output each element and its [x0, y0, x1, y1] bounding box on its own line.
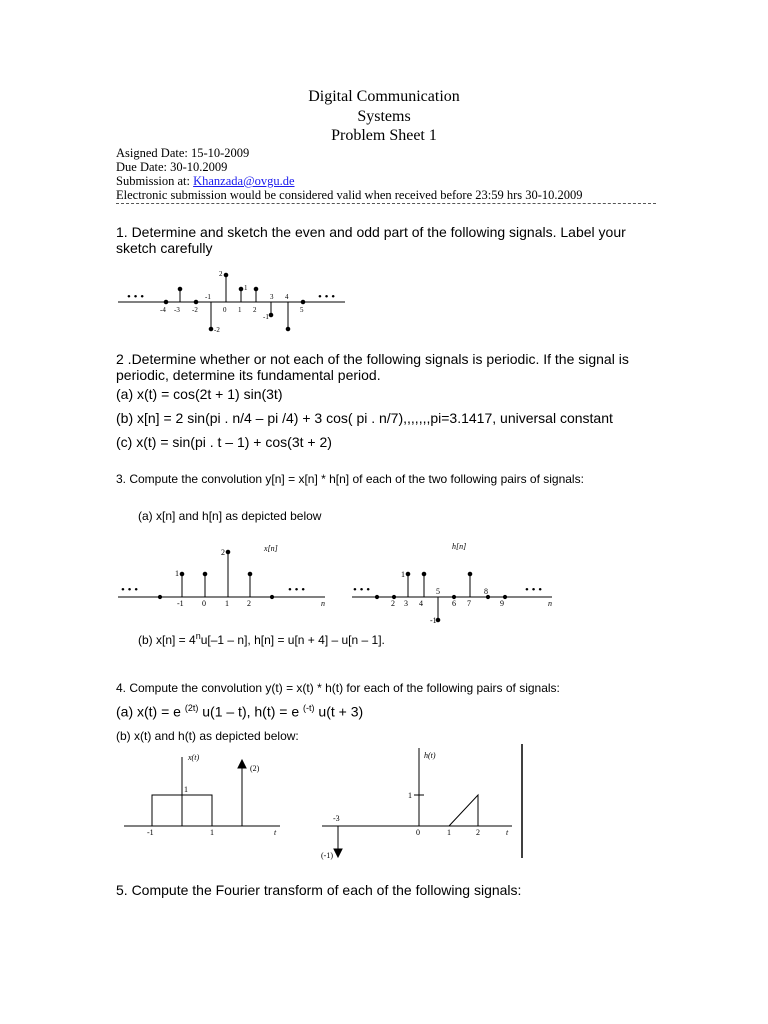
q1-point-n2 — [254, 287, 258, 291]
q3x-nlabel-2: 1 — [225, 599, 229, 608]
q4h-title: h(t) — [424, 751, 436, 760]
q1-vlabel-neg2: -2 — [214, 326, 220, 334]
q3h-title: h[n] — [452, 542, 467, 551]
q3x-dots-left: • • • — [121, 584, 139, 596]
q3x-axis-label: n — [321, 599, 325, 608]
q3-h-stem-plot — [352, 542, 552, 625]
q3h-vlabel-neg1: -1 — [430, 616, 437, 625]
q4h-tlabel-2: 2 — [476, 828, 480, 837]
q3x-nlabel-3: 2 — [247, 599, 251, 608]
q1-point-n5 — [301, 300, 305, 304]
q1-point-n-2 — [194, 300, 198, 304]
q4-x-plot — [124, 753, 280, 837]
q4h-tlabel-0: 0 — [416, 828, 420, 837]
q1-nlabel-1: -3 — [174, 306, 180, 314]
q5-line-1: 5. Compute the Fourier transform of each of the following signals: — [116, 882, 522, 898]
q4x-tlabel-1: 1 — [210, 828, 214, 837]
q4h-vlabel: 1 — [408, 791, 412, 800]
q1-line-1: 1. Determine and sketch the even and odd part of the following signals. Label your — [116, 224, 626, 240]
q3x-point-n-1 — [180, 572, 184, 576]
q3-part-b: (b) $x[n] = 4^nu[-1 - n]$, h[n] = u[n + 4] – u[n – 1]. — [138, 631, 385, 647]
q3x-point-n0 — [203, 572, 207, 576]
q1-vlabel-1: 1 — [244, 284, 248, 292]
title-line-2: Systems — [357, 108, 411, 125]
q4h-axis-label: t — [506, 828, 509, 837]
q3h-nlabel-3: 6 — [452, 599, 456, 608]
q3x-point-n-2 — [158, 595, 161, 598]
due-date: Due Date: 30-10.2009 — [116, 160, 228, 174]
q4x-axis-label: t — [274, 828, 277, 837]
q3h-point-n1 — [375, 595, 378, 598]
q4h-ramp — [449, 795, 478, 826]
q1-point-n3 — [269, 313, 273, 317]
q1-nlabel-3: -1 — [205, 293, 211, 301]
q1-point-n4 — [286, 327, 290, 331]
q2-line-2: periodic, determine its fundamental period. — [116, 367, 381, 383]
q4h-impulse-arrow — [334, 849, 342, 857]
q2-part-a: (a) x(t) = cos(2t + 1) sin(3t) — [116, 386, 283, 402]
q3h-axis-label: n — [548, 599, 552, 608]
title-line-3: Problem Sheet 1 — [331, 127, 437, 144]
q3h-point-n7 — [468, 572, 472, 576]
q4x-vlabel: 1 — [184, 785, 188, 794]
q3x-vlabel-2: 2 — [221, 548, 225, 557]
q3-part-a: (a) x[n] and h[n] as depicted below — [138, 509, 322, 523]
q1-nlabel-5: 1 — [238, 306, 242, 314]
q3x-point-n1 — [226, 550, 230, 554]
q3h-nlabel-0: 2 — [391, 599, 395, 608]
q2-part-b: (b) x[n] = 2 sin(pi . n/4 – pi /4) + 3 cos( pi . n/7),,,,,,,pi=3.1417, universal constant — [116, 410, 613, 426]
q3h-vlabel-8: 8 — [484, 587, 488, 596]
q1-vlabel-neg1: -1 — [263, 313, 269, 321]
q2-part-c: (c) x(t) = sin(pi . t – 1) + cos(3t + 2) — [116, 434, 332, 450]
q3x-dots-right: • • • — [288, 584, 306, 596]
q3h-dots-left: • • • — [353, 584, 371, 596]
q2-line-1: 2 .Determine whether or not each of the following signals is periodic. If the signal is — [116, 351, 629, 367]
q3x-nlabel-1: 0 — [202, 599, 206, 608]
q3h-nlabel-4: 7 — [467, 599, 471, 608]
q4-line-1: 4. Compute the convolution y(t) = x(t) * h(t) for each of the following pairs of signals: — [116, 681, 560, 695]
q1-vlabel-2: 2 — [219, 270, 223, 278]
q1-stem-plot — [118, 270, 345, 334]
q3-x-stem-plot — [118, 544, 325, 608]
q4h-impulse-label: (-1) — [321, 851, 333, 860]
q1-nlabel-4: 0 — [223, 306, 227, 314]
q3x-point-n3 — [270, 595, 273, 598]
q1-point-n0 — [224, 273, 228, 277]
q1-point-n-3 — [178, 287, 182, 291]
assigned-date: Asigned Date: 15-10-2009 — [116, 146, 250, 160]
q3h-dots-right: • • • — [525, 584, 543, 596]
q4-part-a: (a) x(t) = e $^{(2t)}$ u(1 – t), h(t) = e $^{(-t)}$ u(t + 3) — [116, 703, 364, 720]
q1-nlabel-7: 3 — [270, 293, 274, 301]
q1-nlabel-6: 2 — [253, 306, 257, 314]
submission-label: Submission at: — [116, 174, 194, 188]
q4h-neg-label: -3 — [333, 814, 340, 823]
q3h-nlabel-5: 9 — [500, 599, 504, 608]
q3h-point-n3 — [406, 572, 410, 576]
q4-part-b: (b) x(t) and h(t) as depicted below: — [116, 729, 299, 743]
q3-line-1: 3. Compute the convolution y[n] = x[n] * h[n] of each of the two following pairs of signals: — [116, 472, 584, 486]
title-line-1: Digital Communication — [308, 88, 460, 105]
q1-nlabel-2: -2 — [192, 306, 198, 314]
q1-point-n-4 — [164, 300, 168, 304]
electronic-note: Electronic submission would be considered valid when received before 23:59 hrs 30-10.2009 — [116, 188, 583, 202]
q1-dots-right: • • • — [318, 291, 336, 303]
q1-nlabel-0: -4 — [160, 306, 166, 314]
q1-line-2: sketch carefully — [116, 240, 213, 256]
q3h-point-n4 — [422, 572, 426, 576]
q1-point-n-1 — [209, 327, 213, 331]
q3x-title: x[n] — [264, 544, 278, 553]
q1-point-n1 — [239, 287, 243, 291]
q3h-vlabel-5: 5 — [436, 587, 440, 596]
q3h-nlabel-1: 3 — [404, 599, 408, 608]
q4x-tlabel-0: -1 — [147, 828, 154, 837]
submission-email-link[interactable]: Khanzada@ovgu.de — [193, 174, 295, 188]
q4-h-plot — [321, 744, 522, 860]
q1-nlabel-8: 4 — [285, 293, 289, 301]
q3x-point-n2 — [248, 572, 252, 576]
q3h-nlabel-2: 4 — [419, 599, 423, 608]
q4x-impulse-label: (2) — [250, 764, 260, 773]
q3h-vlabel-1: 1 — [401, 570, 405, 579]
q1-nlabel-9: 5 — [300, 306, 304, 314]
q4x-impulse-arrow — [238, 760, 246, 768]
q3x-vlabel-1: 1 — [175, 569, 179, 578]
q1-dots-left: • • • — [127, 291, 145, 303]
q3x-nlabel-0: -1 — [177, 599, 184, 608]
q4x-title: x(t) — [188, 753, 200, 762]
q3h-point-n5 — [436, 618, 440, 622]
q4h-tlabel-1: 1 — [447, 828, 451, 837]
